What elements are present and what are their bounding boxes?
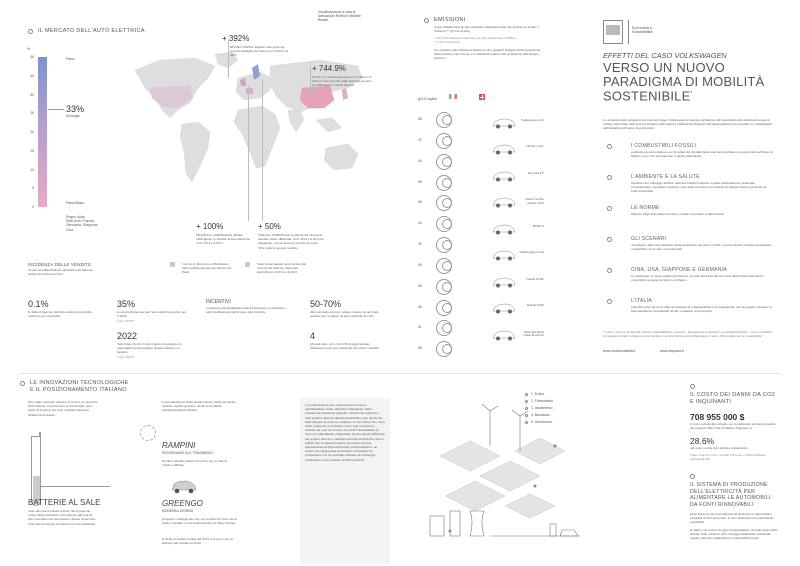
scale-tick-label: 5 [32,186,34,191]
leader-france [248,86,249,221]
rampini-sub: PASSIGNANO SUL TRASIMENO [162,451,213,455]
costs-bullet-icon [690,384,695,389]
greengo-text-2: Il 2016, nel primo 6 mesi del 2015, è stata la city car elettrica più venduta in Italia [162,537,234,546]
fact3-text: Sarà l'anno in cui ci sarà il punto di pareggio tra opportunità nell'acquistare un'auto elettrica e a benzina [117,342,183,355]
right-item-text: si contendono la quasi totalità del mercato, si tratta dei Paesi che nei corsi degli ultimi anni hanno consolidato le spese in ricerca e sviluppo [631,274,764,283]
car-model-label: Kia Soul EV [527,170,544,175]
costs-title: IL COSTO DEI DANNI DA CO2 E INQUINANTI [690,392,776,405]
emission-value: 44 [418,221,422,226]
map-south-america [180,122,210,182]
stat-392-label: REGNO UNITO. Registra una notevole crescita mediante del settore tra il 2014 e il 2015 [230,45,289,58]
scale-tick-label: 20 [30,130,34,134]
emission-value: 50 [418,200,422,205]
rampini-intro: La produzione in Italia di autovetture elettriche mostra qualche segnale positivo, anche se in ambiti quantitativamente limitati [162,400,237,413]
section-bullet-icon [28,29,33,34]
legend-low: Paesi Bassi [66,201,84,205]
greengo-sub: MODENA-LIVORNO [162,509,194,513]
cost-value-1-text: il costo sociale del carbonio, per le emissioni dovute al sistema dei trasporti della città di Milano. Espresso al [690,422,776,431]
car-model-label: Mercedes Benz classe B electric [523,329,544,338]
italy-icon [607,299,612,304]
scale-tick-label: 0 [32,205,34,209]
cooling-tower [470,511,484,536]
emissions-notes: * 2015 Informazioni sulla base dei dati Sinthessina e ISPRA ** 2015 Ecoinvent [434,36,517,45]
emission-value: 48 [418,283,422,288]
battery-leader [40,486,110,487]
globe-icon [607,268,612,273]
innovation-intro: Nel campo dell'auto elettrica la ricerca si concentra sulle batterie, in particolare su autonomia, peso, tempi di ricarica, sui costi e miglioramenti in termini di sicurezza [28,400,98,417]
emissions-title: EMISSIONI [434,17,466,23]
system-title: IL SISTEMA DI PRODUZIONE DELL'ELETTRICITÀ PER ALIMENTARE LE AUTOMOBILI DA FONTI RINNOVABILI [690,482,771,508]
health-icon [607,175,612,180]
stat-744: + 744.9% [312,64,347,73]
color-scale-bar [38,57,47,207]
right-footnote: * tratto e cura di Andrea Di Stefano e Massimiliano Lanzetti · intersezione economica e sostenibilità (IES) · con il contributo di Gianluca Cirani, Gianluca Galli, Stefano Larcardi (Università di Bergamo), Centro d'Economia per la Sostenibilità [603,330,773,339]
car-model-label: Volkswagen e-Up [521,118,544,122]
car-icon [492,330,516,341]
legend-item: 1. Eolico [531,392,545,396]
right-item-title: I COMBUSTIBILI FOSSILI [631,143,697,149]
fact4-title: INCENTIVI [206,299,231,305]
stat-744-label: CINA. La crescita del settore tra il 2014 e il 2015, è stata favorita dagli aiuti del governo per diffondere i veicoli elettrici [312,75,372,88]
legend-dot-icon [525,414,528,417]
battery-text: Sono una ricerca made in Italy che si propone come valida alternativa alle batterie agli ioni di litio. Garantiscono autonomia e durata di servizio. Sono una novità per le batterie per auto elettriche. [28,509,96,526]
leader-uk [228,40,229,78]
leader-china [310,66,311,96]
cost-value-1: 708 955 000 $ [690,412,745,422]
power-plant-2 [450,511,460,536]
battery-tip-icon [39,432,41,436]
legend-dot-icon [525,400,528,403]
right-item-title: CINA, USA, GIAPPONE E GERMANIA [631,267,727,273]
diagram-node-2 [534,485,537,488]
logo-divider [628,20,629,44]
emission-circle-inner [442,178,452,188]
credits-note: Visualizzazione a cura di Alessandro Ruffini e Michele Biscari [318,10,361,23]
emission-circle-inner [442,261,452,271]
map-japan [342,88,348,100]
scale-tick-label: 15 [30,148,34,153]
fact5-text: dei costi delle auto per vettura coperto da un fondo perduto per l'acquisto di auto elettriche in Cina [310,310,380,319]
map-india [288,110,304,132]
diagram-car [560,530,578,536]
rampini-text: Produce autobus elettrici da 6 m e per la città di Torino e Milano [162,459,227,468]
power-plant-1 [430,516,444,536]
right-item-title: L'ITALIA [631,298,652,304]
fact3-value: 2022 [117,331,138,341]
map-africa [234,106,280,168]
diagram-block-2 [480,461,540,491]
legend-swatch-b [245,262,250,267]
emission-value: 58 [418,346,422,351]
fact6-value: 4 [310,331,316,341]
greengo-car-icon [170,480,198,494]
diagram-block-4 [445,481,505,511]
emission-value: 55 [418,179,422,184]
system-bullet-icon [690,474,695,479]
diagram-node-3 [554,445,557,448]
scale-tick-label: 35 [30,73,34,78]
right-title [603,61,773,103]
innovation-bullet-icon [20,381,25,386]
website-link-2[interactable]: www.iesspace.it [660,349,685,353]
car-icon [492,197,516,208]
highlight-leader [48,109,64,110]
legend-item: 3. Idroelettrico [531,406,553,410]
right-intro: Lo scandalo delle emissioni truccate del gruppo Volkswagen si inserisce all'interno del mutamento del sistema dei trasporti urbani, sollevando temi sociali (l'impatto sulla salute), ambientali (l'impatto sull'inquinamento) ed economici (i cambiamenti nell'industria dell'auto). In particolare: [603,118,772,131]
emission-value: 51 [418,325,422,330]
right-kicker: EFFETTI DEL CASO VOLKSWAGEN [603,51,727,60]
emission-circle-inner [442,240,452,250]
emission-value: 47 [418,137,422,142]
legend-dot-icon [525,421,528,424]
logo-tree-icon [606,25,620,35]
fact6-text: gli anni entro cui a Oslo (Norvegia) saranno ammesse le sole auto elettriche nel centro cittadino [310,342,380,351]
logo-text: Economia e Sostenibilità [632,26,653,35]
right-item-text: imposte dagli Stati hanno favorito e stanno favorendo le innovazioni [631,212,724,216]
right-item-text: di sviluppo delle auto elettriche fanno ipotizzare che entro il 2022 i veicoli elettrici saranno pienamente competitivi con le auto convenzionali [631,243,772,252]
section-divider [20,373,780,374]
rules-icon [607,206,612,211]
car-icon [492,144,516,155]
highlight-country: Norvegia [66,114,80,118]
car-model-label: Volkswagen e-Golf [519,250,544,255]
fact4-text: consistono principalmente nelle facilitazioni economiche e nella facilitazione nell'accesso alle ricariche [206,306,286,315]
car-model-label: Nissan LEAF [526,276,544,281]
battery-tube-icon [31,436,41,506]
decor-circle [140,425,156,441]
cost-value-2: 28.6% [690,436,715,446]
fact2-source: fonte: BNEF [117,319,135,323]
diagram-node-1 [449,530,452,533]
emission-value: 48 [418,117,422,121]
market-title: IL MERCATO DELL'AUTO ELETTRICA [38,28,145,34]
analysis-text: La polarizzazione che caratterizzerà il settore nell'immediato futuro riflettere l'andamento della produzione industriale generale. I Paesi che registrano tassi positivi della produzione industriale sono quelli che intervengono in ricerca e sviluppo. Il caso della Cina, Stati Uniti, Giappone e Germania sono i soli a registrare risultati nei tassi di crescita, nei quali l'investimento in ricerca è ampiamente compensato da una rapida diffusione nel proprio mercato e nell'esportazione di modelli a nuovi regimi. Per le aziende italiane si possono rilevare specializzazioni importanti nella componentistica, un settore che rappresenta un modello consolidato di competenze e di cui potrebbe sfruttare un vantaggio competitivo in un contesto di filiere globali. [305,403,385,462]
fact5-value: 50-70% [310,299,342,309]
legend-dot-icon [525,393,528,396]
emission-value: 44 [418,158,422,163]
greengo-name: GREENGO [162,499,203,508]
fuel-icon [607,144,612,149]
fact2-text: La quota di mercato per l'auto elettrica prevista per il 2040 [117,310,187,319]
stat-50: + 50% [258,222,281,231]
turbine-blade-1b [490,406,498,411]
diagram-block-1 [440,441,500,471]
system-text-2: In Italia, con il tasso di approvvigionamento da fonti rinnovabili attuale, l'auto elettrica offre vantaggi ambientali consistenti rispetto alle auto alimentate da combustibili fossili [690,528,778,541]
right-title-text: VERSO UN NUOVO PARADIGMA DI MOBILITÀ SOSTENIBILE [603,60,765,104]
stat-100: + 100% [196,222,224,231]
charging-station [550,524,556,536]
incidence-legend-a: I colori si riferiscono all'incidenza delle vendite sul mercato interno dei Paesi [182,262,232,275]
car-icon [492,303,516,314]
emission-circle-inner [442,282,452,292]
car-icon [492,250,516,261]
greengo-text: Progetta e sviluppa una city car prodotta in Cina che in Italia è venduta a Icon International Car Show Fornero [162,517,237,526]
car-model-label: Smart ForTwo electric drive [525,197,544,206]
car-icon [492,224,516,235]
fact2-value: 35% [117,299,136,309]
fact1-text: In Italia il mercato dell'auto elettrica in termini relativi è poco rilevante [28,310,92,319]
fact3-source: fonte: BNEF [117,355,135,359]
car-model-label: Citroën c-zero [525,144,544,149]
incidence-subtitle: di auto ad alimentazione alternativa sul mercato interno dei Paesi nel 2015 [28,268,93,277]
system-text-1: In un Paese in cui la produzione di elettricità si rinnovabili è prossima al 30% del totale, le auto elettriche sono pienamente sostenibili [690,512,774,525]
stat-392: + 392% [222,34,250,43]
right-item-title: L'AMBIENTE E LA SALUTE [631,174,700,180]
emissions-chart [418,112,558,362]
incidence-legend-b: Tutte le percentuali sono riferite alla crescita del mercato delle auto elettriche tra il 2014 e il 2015 [257,262,307,275]
highlight-value: 33% [66,104,85,114]
emission-circle-inner [442,115,452,125]
scale-tick-label: 25 [30,111,34,116]
emissions-text: di gas climalteranti di auto elettriche alimentate dalla rete elettrica in Italia* e Svizzera** (gCO2 eq/km) [434,25,540,34]
scale-tick-label: 30 [30,92,34,97]
car-model-label: Renault ZOE [527,303,544,308]
leader-italy [262,80,263,221]
emission-circle-inner [442,157,452,167]
map-sea-asia [316,118,342,132]
legend-swatch-a [170,262,175,267]
cost-value-2-text: del costo sociale del carbonio complessivo [690,446,748,450]
fact1-value: 0.1% [28,299,49,309]
legend-item: 5. Geotermico [531,420,553,424]
map-china [300,86,334,108]
right-item-text: risentono del vantaggio nell'uso dell'auto elettrica rispetto a quelle alimentate da carburante convenzionale, soprattutto tenendo conto della crescente percentuale di energia elettrica prodotta da fonti rinnovabili [631,181,767,194]
legend-group: Regno Unito Stati Uniti, Francia, Germania, Giappone, Cina [66,215,99,232]
car-icon [492,277,516,288]
scale-unit: % [27,47,31,51]
right-item-text: potrebbe avere un ruolo nella produzione di componentistica di avanguardia, con un esperto orientato ai beni intermedi e strumentali ad alto contenuto di tecnologia [631,305,772,314]
emission-circle-inner [442,136,452,146]
scale-ticks [18,57,36,207]
emission-value: 49 [418,262,422,267]
rampini-name: RAMPINI [162,441,196,450]
stat-100-label: FRANCIA e GERMANIA. Hanno raddoppiato le vendite di auto elettriche tra il 2014 e il 2015 [196,233,250,246]
italy-flag-icon [449,94,457,99]
right-item-text: sostituito un ruolo dannoso per la salute dei cittadini nelle aree metropolitane e in particolare nell'area di Milano (con costi ben superiori a quelli ambientali) [631,150,773,159]
scale-tick-label: 40 [30,55,34,59]
scale-caption: Paesi [66,57,75,61]
scale-tick-label: 10 [30,167,34,172]
car-icon [492,171,516,182]
emissions-axis-label: gCO2 eq/km [418,97,438,101]
turbine-blade-1a [482,404,490,411]
emissions-bullet-icon [424,18,429,23]
diagram-block-3 [515,438,565,464]
diagram-block-5 [505,494,555,518]
emission-value: 42 [418,242,422,246]
incidence-title: INCIDENZA DELLE VENDITE [28,262,92,267]
energy-diagram [420,386,585,556]
cost-source: fonte: Calcolo Costo Sociale Carbonio e Stima Indiretta (Alessandroni) [690,453,766,462]
map-australia [324,144,358,170]
right-title-mark: * [690,91,693,97]
legend-item: 4. Biomasse [531,413,550,417]
swiss-flag-icon [479,94,485,100]
emissions-body: Ai consumi e alle emissioni fisiche si sono aggiunti l'impatto della produzione delle batterie e dei veicoli, e le emissioni relative alla produzione dell'energia elettrica. [434,48,541,61]
emission-value: 46 [418,304,422,309]
car-model-label: BMW i3 [532,223,544,228]
scenario-icon [607,237,612,242]
right-item-title: GLI SCENARI [631,236,667,242]
legend-item: 2. Fotovoltaico [531,399,554,403]
stat-50-label: ITALIA e NORVEGIA. Il parlare dei rilevatori assoluto molto differenti, tra il 2014 e il 2015 ha aumentato, con un tasso di crescita circa del 50% totale le proprie vendite [258,233,324,250]
legend-dot-icon [525,407,528,410]
innovation-title: LE INNOVAZIONI TECNOLOGICHE E IL POSIZIONAMENTO ITALIANO [30,380,129,393]
car-icon [492,118,516,129]
turbine-blade-2a [512,410,520,416]
website-link[interactable]: www.ecostoniabilita.it [603,349,636,353]
analysis-box [300,398,390,564]
battery-title: BATTERIE AL SALE [28,498,101,507]
right-item-title: LE NORME [631,205,660,211]
emission-circle-inner [442,303,452,313]
